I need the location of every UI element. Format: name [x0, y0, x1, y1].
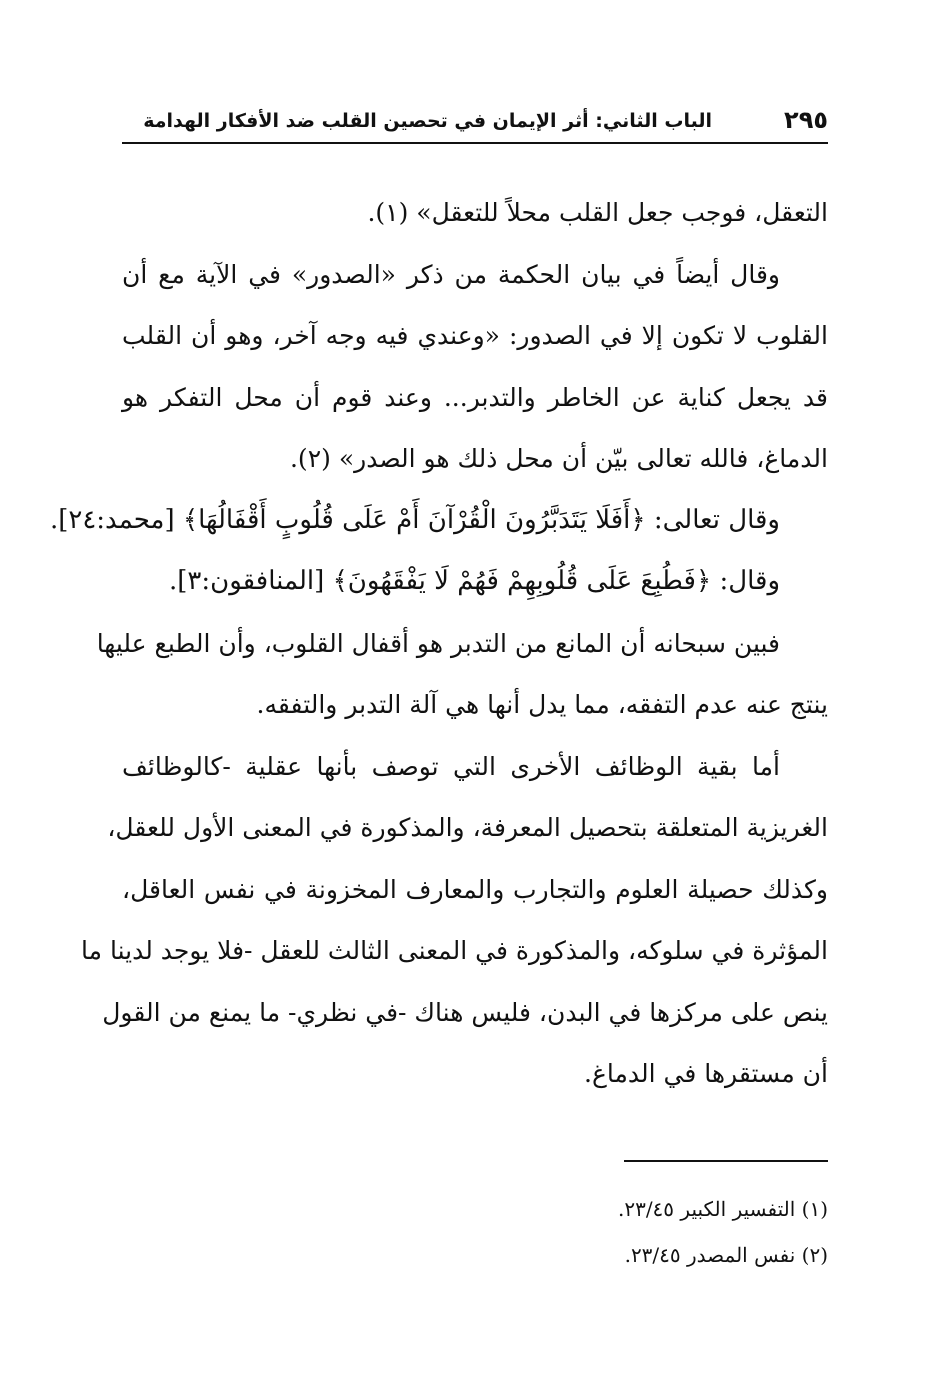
- text-line: وقال أيضاً في بيان الحكمة من ذكر «الصدور» في الآية مع أن: [122, 259, 780, 289]
- text-line: فبين سبحانه أن المانع من التدبر هو أقفال القلوب، وأن الطبع عليها: [96, 628, 780, 658]
- footnotes: [122, 1186, 828, 1278]
- text-line: القلوب لا تكون إلا في الصدور: «وعندي فيه وجه آخر، وهو أن القلب: [122, 321, 828, 350]
- text-line: المؤثرة في سلوكه، والمذكورة في المعنى الثالث للعقل -فلا يوجد لدينا ما: [81, 936, 828, 965]
- footnote-2: (٢) نفس المصدر ٢٣/٤٥.: [624, 1243, 828, 1267]
- running-title: الباب الثاني: أثر الإيمان في تحصين القلب ضد الأفكار الهدامة: [143, 110, 712, 132]
- text-line: أما بقية الوظائف الأخرى التي توصف بأنها عقلية -كالوظائف: [122, 751, 780, 781]
- running-header: [122, 100, 828, 144]
- quran-verse-line: وقال تعالى: ﴿أَفَلَا يَتَدَبَّرُونَ الْقُرْآنَ أَمْ عَلَى قُلُوبٍ أَقْفَالُهَا﴾ [محمد:٢٤].: [49, 504, 780, 535]
- text-line: وكذلك حصيلة العلوم والتجارب والمعارف المخزونة في نفس العاقل،: [122, 874, 828, 904]
- text-line: التعقل، فوجب جعل القلب محلاً للتعقل» (١).: [367, 198, 828, 227]
- text-line: أن مستقرها في الدماغ.: [584, 1059, 828, 1088]
- text-line: ينص على مركزها في البدن، فليس هناك -في نظري- ما يمنع من القول: [102, 997, 828, 1027]
- quran-verse-line: وقال: ﴿فَطُبِعَ عَلَى قُلُوبِهِمْ فَهُمْ لَا يَفْقَهُونَ﴾ [المنافقون:٣].: [168, 566, 780, 596]
- main-text: [49, 182, 828, 1105]
- footnote-1: (١) التفسير الكبير ٢٣/٤٥.: [617, 1197, 828, 1221]
- text-line: ينتج عنه عدم التفقه، مما يدل أنها هي آلة التدبر والتفقه.: [256, 690, 828, 719]
- footnote-separator: [624, 1160, 828, 1162]
- text-line: الدماغ، فالله تعالى بيّن أن محل ذلك هو الصدر» (٢).: [289, 444, 828, 473]
- text-line: قد يجعل كناية عن الخاطر والتدبر... وعند قوم أن محل التفكر هو: [122, 382, 828, 412]
- page-number: ٢٩٥: [784, 106, 828, 134]
- text-line: الغريزية المتعلقة بتحصيل المعرفة، والمذكورة في المعنى الأول للعقل،: [107, 813, 828, 842]
